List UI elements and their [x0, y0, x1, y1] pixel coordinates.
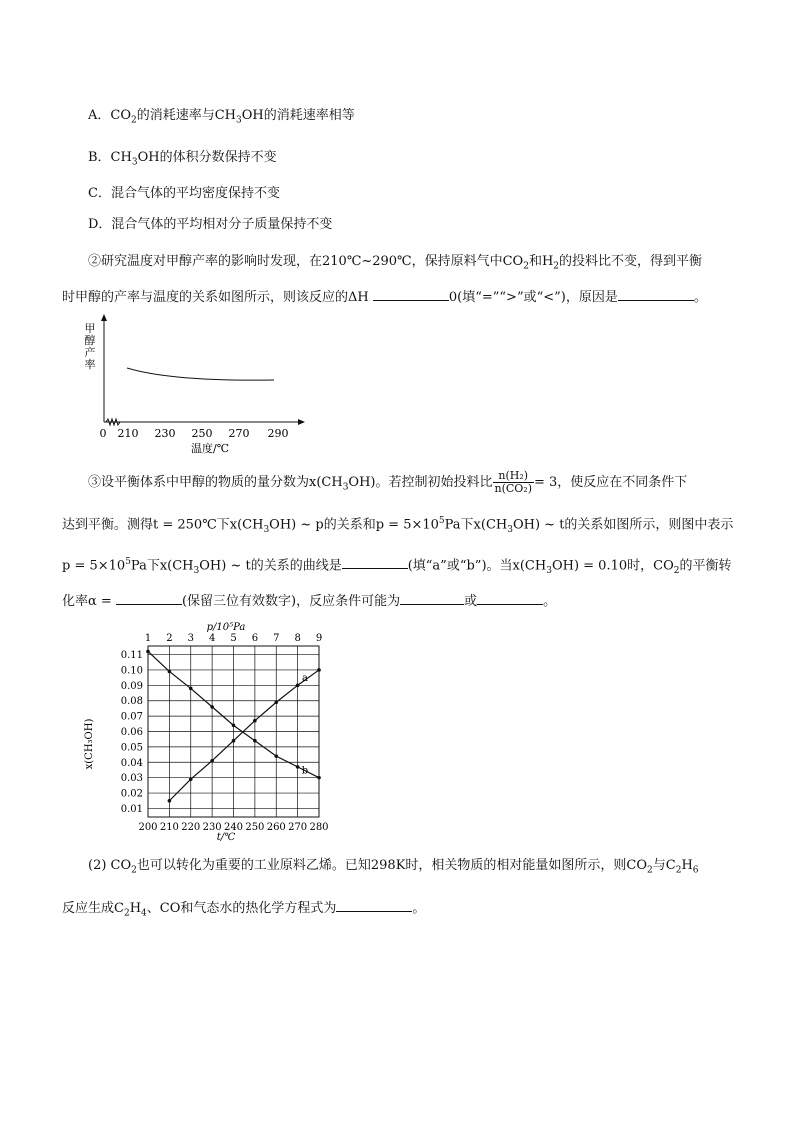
data-point-a [274, 700, 278, 704]
y-tick-label: 0.09 [120, 680, 143, 692]
data-point-b [296, 765, 300, 769]
y-tick-label: 0.03 [120, 773, 143, 785]
q3-line3: $p = 5\times 10^5Pa$下$x(CH_3OH)$ ~ t的关系的曲线是 (填“a”或“b”)。当$x(CH_3OH) = 0.10$时，$CO_2$的平衡转 [62, 557, 732, 576]
yield-curve [127, 368, 274, 380]
x-tick-label: 250 [191, 427, 213, 440]
q2-line2: 时甲醇的产率与温度的关系如图所示，则该反应的ΔH 0(填“=”“>”或“<”)，原因是 。 [62, 290, 707, 305]
yield-temperature-chart [80, 312, 320, 457]
part2-line2: 反应生成$C_2H_4$、CO和气态水的热化学方程式为 。 [62, 901, 426, 919]
methanol-fraction-chart [78, 616, 338, 846]
data-point-b [317, 776, 321, 780]
data-point-b [274, 754, 278, 758]
y-tick-label: 0.01 [120, 803, 143, 815]
y-tick-label: 0.06 [120, 727, 143, 738]
x-tick-label: 240 [223, 822, 244, 833]
data-point-a [296, 684, 300, 688]
data-point-a [168, 799, 172, 803]
data-point-a [189, 777, 193, 781]
x-tick-label: 260 [266, 822, 286, 833]
data-point-b [146, 650, 150, 654]
q3-line1: ③设平衡体系中甲醇的物质的量分数为$x(CH_3OH)$。若控制初始投料比 $\frac{\text{n(H₂)}}{\text{n(CO₂)}}$ = 3，使反应在不同条件下 [88, 469, 688, 495]
x-tick-label: 270 [228, 427, 250, 440]
x-tick-label: 210 [117, 427, 139, 440]
data-point-b [210, 705, 214, 709]
data-point-a [232, 739, 236, 743]
q2-line1: ②研究温度对甲醇产率的影响时发现，在210℃~290℃，保持原料气中$CO_2$和$H_2$的投料比不变，得到平衡 [88, 254, 703, 272]
y-tick-label: 0.02 [120, 788, 143, 800]
y-axis-label [85, 322, 96, 371]
part2-line1: (2) $CO_2$也可以转化为重要的工业原料乙烯。已知298K时，相关物质的相对能量如图所示，则$CO_2$与$C_2H_6$ [88, 858, 699, 876]
x-axis-arrow [298, 419, 305, 425]
y-tick-label: 0.05 [120, 742, 143, 754]
x-tick-label: 230 [202, 822, 222, 833]
y-label-char: 率 [84, 358, 96, 371]
y-tick-label: 0.08 [120, 696, 143, 708]
data-point-a [253, 719, 257, 723]
top-tick-label: 7 [273, 633, 280, 644]
top-tick-label: 8 [294, 633, 301, 644]
top-tick-label: 9 [315, 633, 323, 644]
data-point-b [253, 739, 257, 743]
x-tick-label: 250 [245, 822, 265, 833]
answer-blank[interactable] [336, 899, 412, 912]
top-axis-label: p/10⁵Pa [206, 622, 246, 633]
x-tick-label: 290 [267, 427, 289, 440]
top-tick-label: 1 [144, 633, 152, 644]
x-axis-label: t/℃ [216, 832, 236, 843]
data-point-a [210, 759, 214, 763]
answer-blank[interactable] [116, 592, 182, 605]
top-tick-label: 5 [230, 633, 237, 644]
answer-blank[interactable] [477, 592, 543, 605]
x-tick-label: 280 [309, 822, 329, 833]
option-a: A．$CO_2$的消耗速率与$CH_3OH$的消耗速率相等 [88, 108, 355, 126]
answer-blank[interactable] [373, 288, 449, 301]
y-tick-label: 0.11 [120, 650, 143, 662]
data-point-a [317, 668, 321, 672]
data-point-b [189, 687, 193, 691]
data-point-b [232, 724, 236, 728]
answer-blank[interactable] [618, 288, 694, 301]
top-tick-label: 3 [187, 633, 194, 644]
chart-grid [148, 646, 319, 817]
option-d: D．混合气体的平均相对分子质量保持不变 [88, 217, 333, 232]
y-axis-label: x(CH₃OH) [84, 718, 95, 770]
feed-ratio-fraction: $\frac{\text{n(H₂)}}{\text{n(CO₂)}}$ [494, 469, 533, 495]
top-tick-label: 6 [251, 633, 259, 644]
series-label-b: b [301, 765, 309, 777]
q3-line2: 达到平衡。测得t = 250℃下$x(CH_3OH)$ ~ p的关系和$p = 5\times 10^5Pa$下$x(CH_3OH)$ ~ t的关系如图所示，则图中表示 [62, 516, 734, 535]
x-axis-label: 温度/℃ [190, 442, 230, 455]
y-axis-arrow [101, 314, 107, 321]
answer-blank[interactable] [400, 592, 464, 605]
origin-label: 0 [99, 427, 107, 440]
y-tick-label: 0.10 [120, 665, 143, 677]
option-b: B．$CH_3OH$的体积分数保持不变 [88, 150, 277, 168]
top-tick-label: 4 [208, 633, 216, 644]
y-tick-label: 0.04 [120, 757, 143, 769]
q3-line4: 化率α = (保留三位有效数字)，反应条件可能为 或 。 [62, 594, 557, 609]
y-label-char: 甲 [84, 322, 96, 335]
y-label-char: 醇 [84, 334, 96, 347]
x-tick-label: 230 [154, 427, 176, 440]
option-c: C．混合气体的平均密度保持不变 [88, 186, 280, 201]
x-tick-label: 210 [159, 822, 179, 833]
answer-blank[interactable] [342, 556, 408, 569]
data-point-b [168, 670, 172, 674]
y-label-char: 产 [84, 346, 96, 359]
x-tick-label: 220 [181, 822, 201, 833]
x-tick-label: 270 [288, 822, 308, 833]
series-label-a: a [302, 672, 308, 684]
top-tick-label: 2 [166, 633, 173, 644]
x-tick-label: 200 [138, 822, 158, 833]
y-tick-label: 0.07 [120, 711, 143, 723]
